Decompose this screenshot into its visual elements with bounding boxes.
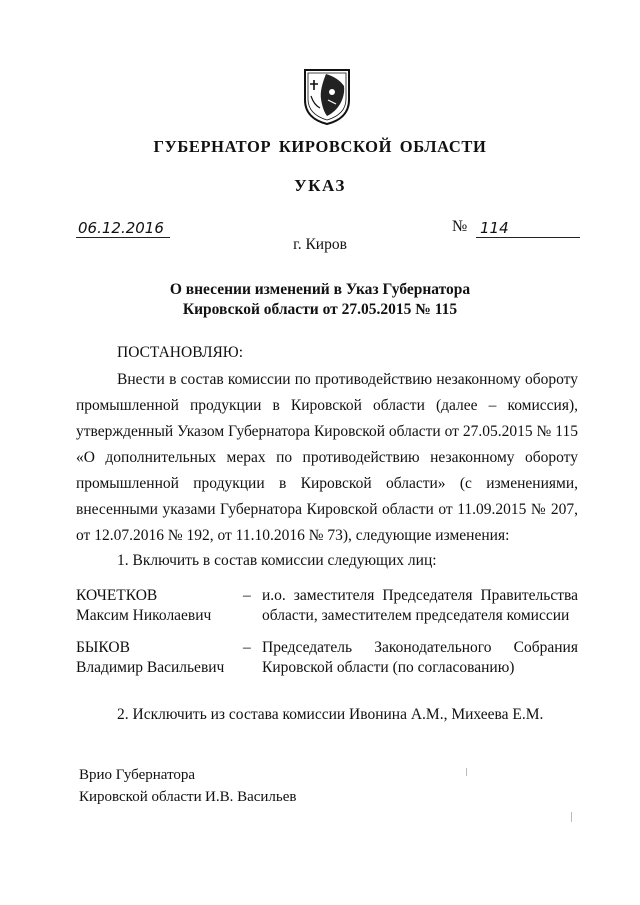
item-1: 1. Включить в состав комиссии следующих лиц: xyxy=(117,552,437,569)
document-title xyxy=(0,280,640,320)
member-name xyxy=(76,586,236,626)
member-given-name: Максим Николаевич xyxy=(76,607,212,624)
document-number: 114 xyxy=(476,219,580,238)
signatory-name: И.В. Васильев xyxy=(205,789,297,805)
resolve-heading: ПОСТАНОВЛЯЮ: xyxy=(117,344,244,361)
city: г. Киров xyxy=(293,236,347,253)
scan-mark xyxy=(466,768,467,776)
title-line-1: О внесении изменений в Указ Губернатора xyxy=(169,281,471,298)
signatory-region: Кировской области xyxy=(79,789,202,805)
member-surname: БЫКОВ xyxy=(76,639,130,656)
document-type: УКАЗ xyxy=(294,176,346,195)
coat-of-arms-emblem xyxy=(302,66,352,126)
title-line-2: Кировской области от 27.05.2015 № 115 xyxy=(182,301,458,318)
member-dash: – xyxy=(243,587,251,604)
number-label: № xyxy=(452,218,468,235)
member-given-name: Владимир Васильевич xyxy=(76,659,225,676)
issuing-authority: ГУБЕРНАТОР КИРОВСКОЙ ОБЛАСТИ xyxy=(153,137,487,156)
intro-paragraph: Внести в состав комиссии по противодействию незаконному обороту промышленной продукции в Кировской области (далее – комиссия), утвержденный Указом Губернатора Кировской области от 27.05.2015 № 115 «О дополнительных мерах по противодействию незаконному обороту промышленной продукции в Кировской области» (с изменениями, внесенными указами Губернатора Кировской области от 11.09.2015 № 207, от 12.07.2016 № 192, от 11.10.2016 № 73), следующие изменения: xyxy=(76,371,578,544)
signatory-position-line-1: Врио Губернатора xyxy=(79,767,196,783)
scan-mark xyxy=(571,812,572,822)
signatory-position-line-2 xyxy=(79,786,297,808)
member-role: Председатель Законодательного Собрания Кировской области (по согласованию) xyxy=(262,639,578,676)
member-name xyxy=(76,638,236,678)
document-date: 06.12.2016 xyxy=(76,219,170,238)
member-role: и.о. заместителя Председателя Правительства области, заместителем председателя комиссии xyxy=(262,587,578,624)
item-2: 2. Исключить из состава комиссии Ивонина А.М., Михеева Е.М. xyxy=(117,706,544,723)
member-dash: – xyxy=(243,639,251,656)
signature-block xyxy=(79,764,297,808)
member-surname: КОЧЕТКОВ xyxy=(76,587,158,604)
